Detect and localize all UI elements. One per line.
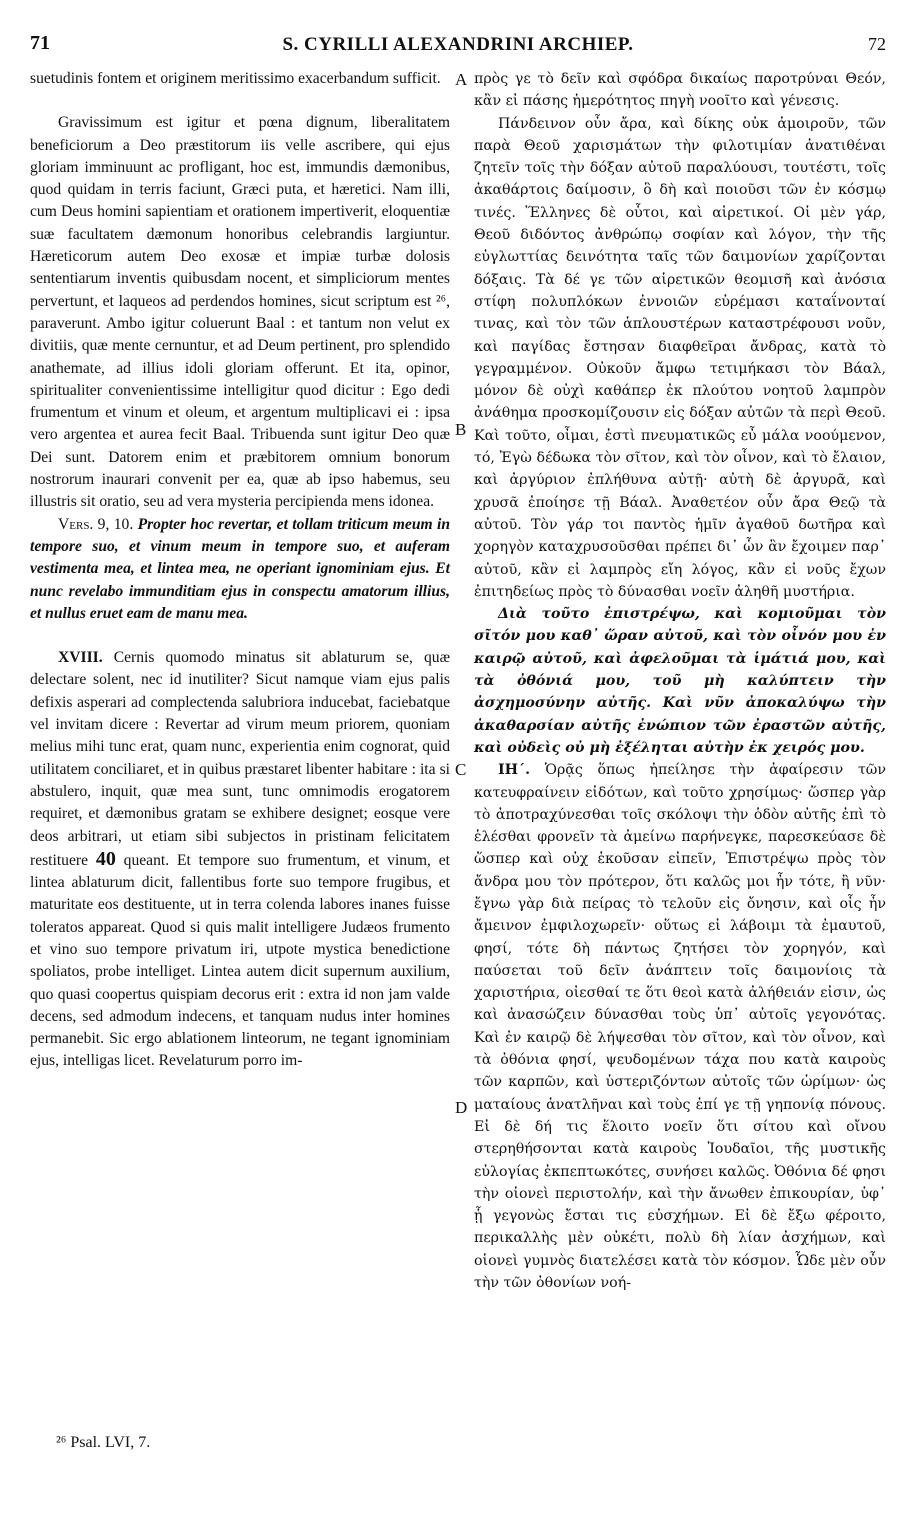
margin-marker-d: D	[455, 1098, 468, 1117]
greek-verse: Διὰ τοῦτο ἐπιστρέψω, καὶ κομιοῦμαι τὸν σῖτόν μου καθ᾽ ὥραν αὐτοῦ, καὶ τὸν οἶνόν μου ἐν καιρῷ αὐτοῦ, καὶ ἀφελοῦμαι τὰ ἱμάτιά μου, καὶ τὰ ὀθόνιά μου, τοῦ μὴ καλύπτειν τὴν ἀσχημοσύνην αὐτῆς. Καὶ νῦν ἀποκαλύψω τὴν ἀκαθαρσίαν αὐτῆς ἐνώπιον τῶν ἐραστῶν αὐτῆς, καὶ οὐδεὶς οὐ μὴ ἐξέληται αὐτὴν ἐκ χειρός μου.	[474, 606, 886, 756]
greek-paragraph: πρὸς γε τὸ δεῖν καὶ σφόδρα δικαίως παροτρύναι Θεόν, κἂν εἰ πάσης ἡμερότητος πηγὴ νοοῖτο καὶ γένεσις.	[474, 71, 886, 110]
greek-paragraph: Ὁρᾷς ὅπως ἠπείλησε τὴν ἀφαίρεσιν τῶν κατευφραίνειν εἰδότων, καὶ τοῦτο χρησίμως· ὥσπερ γὰρ τὸ ἀποτραχύνεσθαι τοῖς σκόλοψι τὴν ὁδὸν αὐτῆς ἐπὶ τὸ ἑλέσθαι φρονεῖν τὰ ἀμείνω παρήνεγκε, παρεσκεύασε δὲ ὥσπερ καὶ οὐχ ἑκοῦσαν εἰπεῖν, Ἐπιστρέψω πρὸς τὸν ἄνδρα μου τὸν πρότερον, ὅτι καλῶς μοι ἦν τότε, ἢ νῦν· ἔγνω γὰρ διὰ πείρας τὸ τελοῦν εἰς ὄνησιν, καὶ οἷς ἦν ἄμεινον ἐμφιλοχωρεῖν· οὕτως εἰ λάβοιμι τὰ ἐμαυτοῦ, φησί, τότε δὴ πάντως ζητήσει τὸν χορηγόν, καὶ παύσεται τοῦ δεῖν ἀνάπτειν τοῖς δαιμονίοις τὰ χαριστήρια, οἰεσθαί τε ὅτι θεοὶ κατὰ ἀλήθειάν εἰσιν, ὡς καὶ ἀνασώζειν δύνασθαι τοὺς ὑπ᾽ αὐτοῖς γεγονότας. Καὶ ἐν καιρῷ δὲ λήψεσθαι τὸν σῖτον, καὶ τὸν οἶνον, καὶ τὰ ὀθόνια φησί, ψευδομένων τάχα που κατὰ καιροὺς τῶν καρπῶν, καὶ ὑστεριζόντων αὐτοῖς τῶν ὡρίμων· ὡς ματαίους ἀνατλῆναι καὶ τοὺς ἐπί γε τῇ γηπονίᾳ πόνους. Εἰ δὲ δή τις ἕλοιτο νοεῖν ὅτι σίτου καὶ οἴνου στερηθήσονται κατὰ καιροὺς Ἰουδαῖοι, τῆς μυστικῆς εὐλογίας ἐκπεπτωκότες, συνήσει καλῶς. Ὀθόνια δέ φησι τὴν οἱονεὶ περιστολήν, καὶ τὴν ἄνωθεν ἐπικουρίαν, ὑφ᾽ ᾗ γεγονὼς ἔσται τις εὐσχήμων. Εἰ δὲ ἔξω φέροιτο, περικαλλὴς μὲν οὐκέτι, πολὺ δὴ λίαν ἀσχήμων, καὶ οἱονεὶ γυμνὸς διατελέσει κατὰ τὸν κόσμον. Ὧδε μὲν οὖν τὴν τῶν ὀθονίων νοή-	[474, 762, 886, 1292]
section-number: XVIII.	[58, 649, 103, 667]
section-number: ΙΗ΄.	[498, 762, 531, 779]
margin-marker-b: B	[455, 420, 467, 439]
latin-paragraph: Gravissimum est igitur et pœna dignum, liberalitatem beneficiorum a Deo præstitorum iis velle ascribere, qui ejus gloriam imminuunt ac profligant, hoc est, immundis dæmonibus, quod quidam in terris faciunt, Græci puta, et hæretici. Nam illi, cum Deus homini sapientiam et orationem impertiverit, eloquentiæ suæ facultatem dæmonum honoribus celebrandis largiuntur. Hæreticorum autem Deo exosæ et impiæ turbæ dolosis sententiarum inventis quibusdam nocent, et simpliciorum mentes pervertunt, et laqueos ad perdendos homines, sicut scriptum est ²⁶, paraverunt. Ambo igitur coluerunt Baal : et tantum non velut ex divitiis, quæ mente cernuntur, et ad Deum pertinent, pro splendido anathemate, ad illius idoli gloriam offerunt. Et ita, opinor, spiritualiter convenientissime intelligitur quod dicitur : Ego dedi frumentum et vinum et oleum, et argentum multiplicavi ei : ipsa vero argentea et aurea fecit Baal. Tribuenda sunt igitur Deo quæ Dei sunt. Datorem enim et præbitorem omnium bonorum nostrorum inaurari convenit per ea, quæ ab ipso habemus, seu illustris sit oratio, seu ad vera mysteria percipienda mens idonea.	[30, 114, 450, 511]
page-number-left: 71	[30, 32, 50, 54]
verse-label: Vers. 9, 10.	[58, 515, 134, 533]
margin-marker-a: A	[455, 70, 468, 89]
running-title: S. CYRILLI ALEXANDRINI ARCHIEP.	[282, 34, 634, 55]
page-header	[30, 32, 886, 66]
greek-column	[474, 68, 886, 1294]
latin-paragraph: queant. Et tempore suo frumentum, et vinum, et lintea ablaturum dicit, fallentibus forte suo tempore frugibus, et maturitate eos destituente, ut in terra colenda labores inanes fuisse toleratos appareat. Quod si quis malit intelligere Judæos frumento et vino suo tempore privatum iri, utpote mystica benedictione spoliatos, probe intelliget. Lintea autem dicit supernum auxilium, quo quasi coopertus quispiam decorus erit : extra id non jam valde decens, sed admodum indecens, et tanquam nudus inter homines permanebit. Sic ergo ablationem linteorum, ne tegant ignominiam ejus, intelligas licet. Revelaturum porro im-	[30, 851, 450, 1070]
footnote: ²⁶ Psal. LVI, 7.	[56, 1434, 151, 1451]
latin-paragraph: suetudinis fontem et originem meritissimo exacerbandum sufficit.	[30, 70, 441, 87]
latin-section	[30, 647, 450, 1073]
verse-text: Propter hoc revertar, et tollam triticum meum in tempore suo, et vinum meum in tempore suo, et auferam vestimenta mea, et lintea mea, ne operiant ignominiam ejus. Et nunc revelabo immunditiam ejus in conspectu amatorum illius, et nullus eruet eam de manu mea.	[30, 515, 450, 622]
latin-column	[30, 68, 450, 1073]
latin-verse	[30, 514, 450, 625]
latin-paragraph: Cernis quomodo minatus sit ablaturum se, quæ delectare solent, nec id inutiliter? Sicut namque viam ejus palis defixis asperari ad complectenda salubriora inducebat, faciebatque vel invitam dicere : Revertar ad virum meum priorem, quoniam melius mihi tunc erat, quam nunc, experientia enim cognorat, quid utilitatem conciliaret, et in quibus præstaret libenter habitare : ita si abstulero, inquit, quæ mea sunt, tunc omnimodis erogatorem requiret, et dæmonibus gratam se exhibere designet; eosque vere deos arbitrari, ut etiam sibi subjectos in pristinam felicitatem restituere	[30, 649, 450, 869]
greek-section	[474, 759, 886, 1294]
column-number: 40	[95, 847, 116, 870]
greek-paragraph: Πάνδεινον οὖν ἄρα, καὶ δίκης οὐκ ἀμοιροῦν, τῶν παρὰ Θεοῦ χαρισμάτων τὴν φιλοτιμίαν ἀνατιθέναι ζητεῖν τοῖς τὴν δόξαν αὐτοῦ παραλύουσι, τουτέστι, τοῖς ἀκαθάρτοις δαίμοσιν, ὃ δὴ καὶ ποιοῦσι τῶν ἐν κόσμῳ τινές. Ἕλληνες δὲ οὗτοι, καὶ αἱρετικοί. Οἱ μὲν γάρ, Θεοῦ διδόντος ἀνθρώπῳ σοφίαν καὶ λόγον, τὴν τῆς εὐγλωττίας δεινότητα ταῖς τῶν δαιμονίων χαρίζονται δόξαις. Τὰ δέ γε τῶν αἱρετικῶν θεομισῆ καὶ ἀνόσια στίφη πολυπλόκων ἐννοιῶν εὑρέμασι καταΐνονταί τινας, καὶ τὸν τῶν ἁπλουστέρων καταστρέφουσι νοῦν, καὶ παγίδας ἔστησαν διαφθεῖραι ἄνδρας, κατὰ τὸ γεγραμμένον. Οὐκοῦν ἄμφω τετιμήκασι τὸν Βάαλ, μόνον δὲ οὐχὶ καθάπερ ἐκ πλούτου νοητοῦ λαμπρὸν ἀνάθημα προσκομίζουσιν εἰς δόξαν αὐτῶν τὰ περὶ Θεοῦ. Καὶ τοῦτο, οἶμαι, ἐστὶ πνευματικῶς εὖ μάλα νοούμενον, τό, Ἐγὼ δέδωκα τὸν σῖτον, καὶ τὸν οἶνον, καὶ τὸ ἔλαιον, καὶ ἀργύριον ἐπλήθυνα αὐτῇ· αὐτὴ δὲ ἀργυρᾶ, καὶ χρυσᾶ ἐποίησε τῇ Βάαλ. Ἀναθετέον οὖν ἄρα Θεῷ τὰ αὐτοῦ. Τὸν γάρ τοι παντὸς ἡμῖν ἀγαθοῦ δωτῆρα καὶ χορηγὸν καταχρυσοῦσθαι πρέπει δι᾽ ὧν ἂν ἔχοιμεν παρ᾽ αὐτοῦ, κἂν εἰ λαμπρὸς εἴη λόγος, κἂν εἰ νοῦς ἔχων ἐπιτηδείως πρὸς τὸ δύνασθαι νοεῖν ἀληθῆ μυστήρια.	[474, 115, 886, 600]
page-number-right: 72	[868, 34, 886, 54]
margin-marker-c: C	[455, 760, 467, 779]
